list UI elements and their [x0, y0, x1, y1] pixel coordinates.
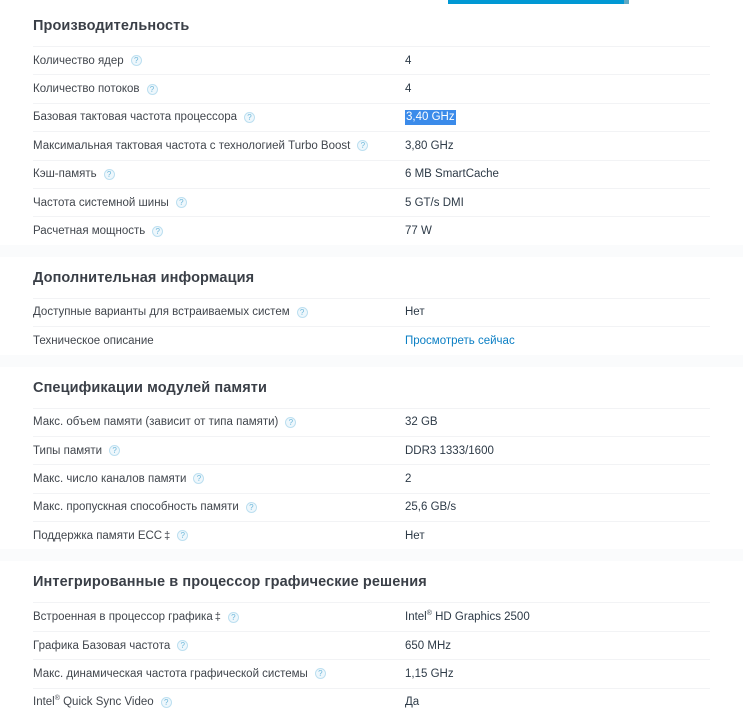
section-divider [0, 355, 743, 367]
spec-label [33, 140, 405, 152]
spec-value: 1,15 GHz [405, 667, 454, 680]
spec-label [33, 225, 405, 237]
spec-label [33, 640, 405, 652]
spec-label [33, 83, 405, 95]
spec-value: 4 [405, 83, 412, 96]
spec-label [33, 696, 405, 708]
spec-label-text: Расчетная мощность [33, 225, 146, 238]
spec-value: 4 [405, 54, 412, 67]
spec-row [33, 131, 710, 159]
help-icon[interactable]: ? [193, 473, 204, 484]
spec-row [33, 160, 710, 188]
spec-row [33, 631, 710, 659]
spec-row [33, 46, 710, 74]
help-icon[interactable]: ? [147, 84, 158, 95]
section-integrated-graphics [0, 561, 743, 716]
spec-value: 32 GB [405, 416, 438, 429]
help-icon[interactable]: ? [176, 197, 187, 208]
help-icon[interactable]: ? [315, 668, 326, 679]
spec-value: 6 MB SmartCache [405, 168, 499, 181]
spec-row [33, 688, 710, 716]
help-icon[interactable]: ? [104, 169, 115, 180]
help-icon[interactable]: ? [152, 226, 163, 237]
spec-row [33, 74, 710, 102]
spec-row [33, 493, 710, 521]
spec-value: 2 [405, 472, 412, 485]
spec-label-text: Кэш-память [33, 168, 97, 181]
spec-label-text: Типы памяти [33, 444, 103, 457]
spec-label-text: Базовая тактовая частота процессора [33, 111, 238, 124]
section-title: Производительность [33, 18, 190, 34]
help-icon[interactable]: ? [297, 307, 308, 318]
help-icon[interactable]: ? [177, 640, 188, 651]
spec-row [33, 103, 710, 131]
spec-row [33, 521, 710, 549]
spec-label [33, 335, 405, 347]
spec-label-text: Количество ядер [33, 54, 124, 67]
spec-label-text: Графика Базовая частота [33, 639, 171, 652]
spec-row [33, 659, 710, 687]
spec-label [33, 501, 405, 513]
spec-label [33, 168, 405, 180]
spec-label [33, 55, 405, 67]
spec-label-text: Встроенная в процессор графика [33, 611, 213, 624]
spec-label: Встроенная в процессор графика ‡ ? [33, 611, 405, 623]
section-title: Интегрированные в процессор графические решения [33, 574, 427, 591]
spec-row [33, 464, 710, 492]
spec-row [33, 436, 710, 464]
spec-label: Поддержка памяти ECC ‡ ? [33, 530, 405, 542]
spec-value: Intel® HD Graphics 2500 [405, 610, 530, 624]
help-icon[interactable]: ? [161, 697, 172, 708]
spec-label-text: Поддержка памяти ECC [33, 529, 163, 542]
spec-row [33, 408, 710, 436]
section-title: Дополнительная информация [33, 269, 255, 286]
spec-value: Да [405, 696, 420, 709]
help-icon[interactable]: ? [357, 140, 368, 151]
active-tab-underline[interactable] [448, 0, 629, 4]
spec-label-text: Количество потоков [33, 83, 140, 96]
spec-value: 3,80 GHz [405, 139, 454, 152]
spec-label [33, 473, 405, 485]
spec-value [405, 111, 710, 123]
section-divider [0, 549, 743, 561]
spec-value: 5 GT/s DMI [405, 196, 464, 209]
help-icon[interactable]: ? [131, 55, 142, 66]
section-title: Спецификации модулей памяти [33, 379, 268, 396]
spec-row [33, 298, 710, 326]
help-icon[interactable]: ? [244, 112, 255, 123]
spec-label [33, 416, 405, 428]
section-memory-specifications [0, 367, 743, 550]
help-icon[interactable]: ? [285, 417, 296, 428]
spec-value: DDR3 1333/1600 [405, 444, 494, 457]
section-additional-information [0, 257, 743, 355]
help-icon[interactable]: ? [177, 530, 188, 541]
help-icon[interactable]: ? [246, 502, 257, 513]
spec-value-link[interactable]: Просмотреть сейчас [405, 334, 515, 347]
spec-label-text: Intel® Quick Sync Video [33, 695, 154, 709]
active-tab-underline-cap [624, 0, 629, 4]
section-divider [0, 245, 743, 257]
spec-label-text: Техническое описание [33, 334, 154, 347]
spec-label-text: Максимальная тактовая частота с технологией Turbo Boost [33, 139, 351, 152]
spec-value: 25,6 GB/s [405, 501, 457, 514]
spec-label [33, 445, 405, 457]
spec-label-text: Доступные варианты для встраиваемых систем [33, 306, 290, 319]
spec-label-text: Макс. динамическая частота графической системы [33, 667, 308, 680]
spec-label [33, 111, 405, 123]
spec-row [33, 602, 710, 630]
spec-label [33, 668, 405, 680]
spec-label-text: Макс. объем памяти (зависит от типа памяти) [33, 416, 279, 429]
spec-label [33, 306, 405, 318]
spec-value: Нет [405, 306, 425, 319]
spec-label-text: Частота системной шины [33, 196, 169, 209]
spec-value: 650 MHz [405, 639, 452, 652]
spec-row [33, 216, 710, 244]
help-icon[interactable]: ? [228, 612, 239, 623]
spec-row [33, 188, 710, 216]
spec-value: 77 W [405, 225, 432, 238]
selected-text: 3,40 GHz [406, 111, 455, 124]
spec-row [33, 326, 710, 354]
spec-label-text: Макс. число каналов памяти [33, 472, 187, 485]
spec-label-text: Макс. пропускная способность памяти [33, 501, 239, 514]
spec-value: Нет [405, 529, 425, 542]
tab-strip [0, 0, 743, 5]
spec-label [33, 197, 405, 209]
section-performance [0, 5, 743, 245]
help-icon[interactable]: ? [109, 445, 120, 456]
